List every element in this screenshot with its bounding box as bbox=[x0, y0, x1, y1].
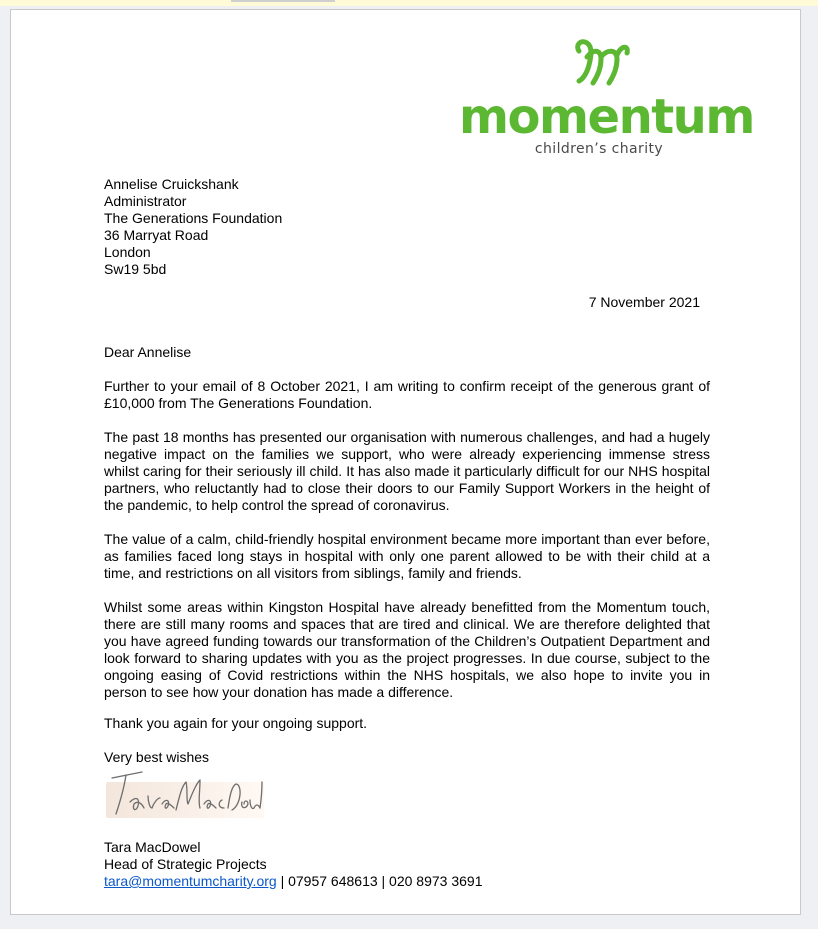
paragraph-3: The value of a calm, child-friendly hospital environment became more important than ever before, as families faced long stays in hospital with only one parent allowed to be with their child at a time, and restrictions on all visitors from siblings, family and friends. bbox=[104, 531, 710, 581]
sender-email-link[interactable]: tara@momentumcharity.org bbox=[104, 873, 277, 889]
paragraph-4: Whilst some areas within Kingston Hospital have already benefitted from the Momentum touch, there are still many rooms and spaces that are tired and clinical. We are therefore delighted that you have agreed funding towards our transformation of the Children’s Outpatient Department and look forward to sharing updates with you as the project progresses. In due course, subject to the ongoing easing of Covid restrictions within the NHS hospitals, we also hope to invite you in person to see how your donation has made a difference. bbox=[104, 599, 710, 700]
sender-title: Head of Strategic Projects bbox=[104, 856, 267, 872]
sender-block bbox=[104, 839, 482, 890]
recipient-street: 36 Marryat Road bbox=[104, 227, 209, 243]
signature-image bbox=[106, 764, 264, 820]
logo-wordmark: momentum bbox=[459, 89, 754, 145]
recipient-role: Administrator bbox=[104, 193, 187, 209]
top-bar-tab bbox=[231, 0, 335, 2]
paragraph-2: The past 18 months has presented our organisation with numerous challenges, and had a hugely negative impact on the families we support, who were already experiencing immense stress whilst caring for their seriously ill child. It has also made it particularly difficult for our NHS hospital partners, who reluctantly had to close their doors to our Family Support Workers in the height of the pandemic, to help control the spread of coronavirus. bbox=[104, 429, 710, 513]
recipient-postcode: Sw19 5bd bbox=[104, 261, 167, 277]
letter-date: 7 November 2021 bbox=[588, 294, 700, 310]
recipient-address bbox=[104, 176, 282, 278]
sender-name: Tara MacDowel bbox=[104, 839, 201, 855]
paragraph-5: Thank you again for your ongoing support. bbox=[104, 715, 368, 731]
momentum-logo bbox=[459, 35, 754, 165]
sender-phone-numbers: | 07957 648613 | 020 8973 3691 bbox=[276, 873, 483, 889]
top-bar bbox=[0, 0, 818, 6]
recipient-city: London bbox=[104, 244, 151, 260]
recipient-name: Annelise Cruickshank bbox=[104, 176, 239, 192]
logo-tagline: children’s charity bbox=[534, 141, 664, 157]
sender-contact-line bbox=[104, 873, 482, 890]
paragraph-1: Further to your email of 8 October 2021, I am writing to confirm receipt of the generous grant of £10,000 from The Generations Foundation. bbox=[104, 378, 710, 411]
momentum-m-swirl-icon bbox=[571, 35, 631, 90]
salutation: Dear Annelise bbox=[104, 344, 192, 360]
letter-page bbox=[10, 9, 801, 915]
recipient-organisation: The Generations Foundation bbox=[104, 210, 283, 226]
closing: Very best wishes bbox=[104, 749, 210, 765]
